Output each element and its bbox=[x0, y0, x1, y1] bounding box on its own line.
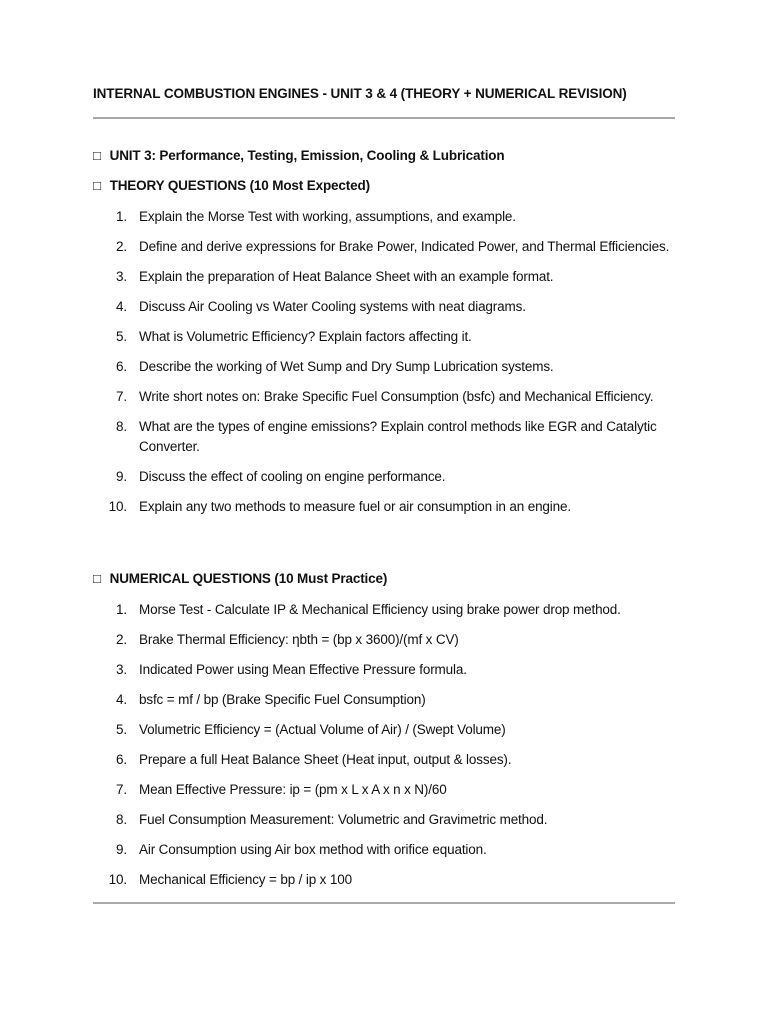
question-text: What are the types of engine emissions? Explain control methods like EGR and Catalytic Converter. bbox=[139, 419, 657, 454]
theory-question-list bbox=[93, 207, 675, 527]
numerical-question-item bbox=[93, 720, 675, 740]
document-title: INTERNAL COMBUSTION ENGINES - UNIT 3 & 4 (THEORY + NUMERICAL REVISION) bbox=[93, 86, 627, 101]
theory-heading bbox=[93, 178, 370, 193]
question-text: Volumetric Efficiency = (Actual Volume of Air) / (Swept Volume) bbox=[139, 722, 506, 737]
question-text: Prepare a full Heat Balance Sheet (Heat input, output & losses). bbox=[139, 752, 512, 767]
theory-question-item bbox=[93, 267, 675, 287]
question-text: Discuss the effect of cooling on engine performance. bbox=[139, 469, 446, 484]
question-text: Brake Thermal Efficiency: ηbth = (bp x 3600)/(mf x CV) bbox=[139, 632, 459, 647]
question-text: Define and derive expressions for Brake Power, Indicated Power, and Thermal Efficiencies. bbox=[139, 239, 670, 254]
theory-question-item bbox=[93, 497, 675, 517]
theory-question-item bbox=[93, 207, 675, 227]
theory-question-item bbox=[93, 417, 675, 457]
question-text: Morse Test - Calculate IP & Mechanical Efficiency using brake power drop method. bbox=[139, 602, 621, 617]
question-text: Write short notes on: Brake Specific Fuel Consumption (bsfc) and Mechanical Efficiency. bbox=[139, 389, 654, 404]
top-divider bbox=[93, 117, 675, 119]
question-text: Explain the Morse Test with working, assumptions, and example. bbox=[139, 209, 516, 224]
question-number: 7. bbox=[116, 389, 127, 404]
theory-question-item bbox=[93, 297, 675, 317]
question-text: Explain the preparation of Heat Balance Sheet with an example format. bbox=[139, 269, 554, 284]
question-number: 3. bbox=[116, 662, 127, 677]
numerical-question-item bbox=[93, 840, 675, 860]
numerical-question-item bbox=[93, 870, 675, 890]
question-number: 5. bbox=[116, 329, 127, 344]
unit3-heading-text: UNIT 3: Performance, Testing, Emission, Cooling & Lubrication bbox=[109, 148, 505, 163]
question-number: 2. bbox=[116, 239, 127, 254]
question-number: 9. bbox=[116, 469, 127, 484]
numerical-heading-text: NUMERICAL QUESTIONS (10 Must Practice) bbox=[109, 571, 388, 586]
question-number: 7. bbox=[116, 782, 127, 797]
numerical-question-list bbox=[93, 600, 675, 900]
theory-question-item bbox=[93, 237, 675, 257]
numerical-heading bbox=[93, 571, 387, 586]
numerical-question-item bbox=[93, 660, 675, 680]
numerical-question-item bbox=[93, 750, 675, 770]
numerical-question-item bbox=[93, 600, 675, 620]
question-number: 6. bbox=[116, 359, 127, 374]
question-number: 1. bbox=[116, 209, 127, 224]
theory-heading-text: THEORY QUESTIONS (10 Most Expected) bbox=[109, 178, 370, 193]
question-number: 6. bbox=[116, 752, 127, 767]
question-number: 8. bbox=[116, 812, 127, 827]
question-number: 1. bbox=[116, 602, 127, 617]
box-glyph-icon: □ bbox=[93, 571, 102, 586]
question-text: Indicated Power using Mean Effective Pressure formula. bbox=[139, 662, 467, 677]
question-text: Describe the working of Wet Sump and Dry Sump Lubrication systems. bbox=[139, 359, 554, 374]
theory-question-item bbox=[93, 357, 675, 377]
theory-question-item bbox=[93, 467, 675, 487]
numerical-question-item bbox=[93, 810, 675, 830]
question-number: 4. bbox=[116, 299, 127, 314]
numerical-question-item bbox=[93, 780, 675, 800]
question-text: Mean Effective Pressure: ip = (pm x L x A x n x N)/60 bbox=[139, 782, 447, 797]
question-text: Discuss Air Cooling vs Water Cooling systems with neat diagrams. bbox=[139, 299, 526, 314]
bottom-divider bbox=[93, 902, 675, 904]
unit3-heading bbox=[93, 148, 505, 163]
question-number: 8. bbox=[116, 419, 127, 434]
theory-question-item bbox=[93, 327, 675, 347]
box-glyph-icon: □ bbox=[93, 178, 102, 193]
question-number: 3. bbox=[116, 269, 127, 284]
numerical-question-item bbox=[93, 630, 675, 650]
question-text: Air Consumption using Air box method with orifice equation. bbox=[139, 842, 487, 857]
question-number: 5. bbox=[116, 722, 127, 737]
question-text: Mechanical Efficiency = bp / ip x 100 bbox=[139, 872, 352, 887]
question-number: 2. bbox=[116, 632, 127, 647]
theory-question-item bbox=[93, 387, 675, 407]
question-text: Fuel Consumption Measurement: Volumetric and Gravimetric method. bbox=[139, 812, 548, 827]
question-text: What is Volumetric Efficiency? Explain factors affecting it. bbox=[139, 329, 472, 344]
question-text: bsfc = mf / bp (Brake Specific Fuel Consumption) bbox=[139, 692, 426, 707]
box-glyph-icon: □ bbox=[93, 148, 102, 163]
numerical-question-item bbox=[93, 690, 675, 710]
question-text: Explain any two methods to measure fuel or air consumption in an engine. bbox=[139, 499, 571, 514]
question-number: 10. bbox=[108, 499, 127, 514]
question-number: 10. bbox=[108, 872, 127, 887]
question-number: 4. bbox=[116, 692, 127, 707]
question-number: 9. bbox=[116, 842, 127, 857]
